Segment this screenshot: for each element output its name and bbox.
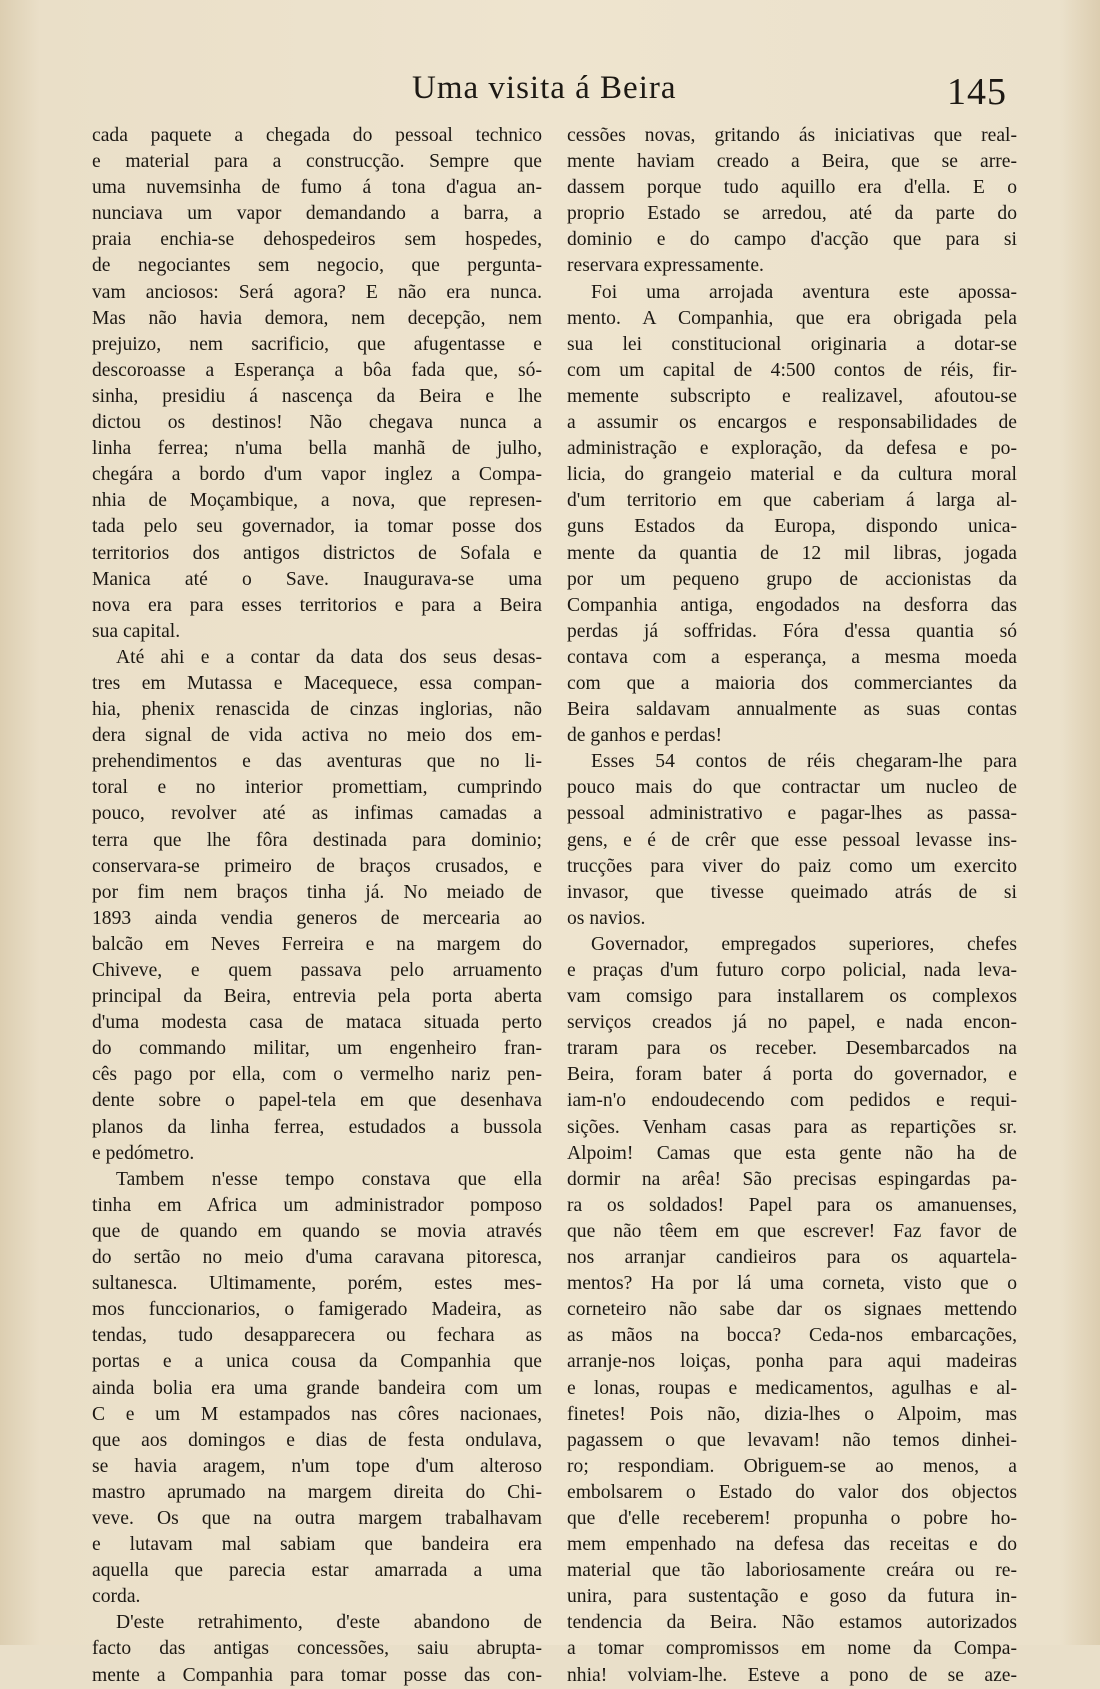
- text-line: sições. Venham casas para as repartições sr.: [567, 1116, 1017, 1138]
- text-line: licia, do grangeio material e da cultura moral: [567, 464, 1017, 486]
- text-line: mem empenhado na defesa das receitas e do: [567, 1534, 1017, 1556]
- text-line: embolsarem o Estado do valor dos objectos: [567, 1481, 1017, 1503]
- text-line: Beira saldavam annualmente as suas contas: [567, 699, 1017, 721]
- text-line: aquella que parecia estar amarrada a uma: [92, 1560, 542, 1582]
- text-line: cês pago por ella, com o vermelho nariz pen-: [92, 1064, 542, 1086]
- text-line: mente haviam creado a Beira, que se arre-: [567, 151, 1017, 173]
- text-line: conservara-se primeiro de braços crusados, e: [92, 855, 542, 877]
- text-line: Foi uma arrojada aventura este apossa-: [591, 281, 1017, 303]
- text-line: administração e exploração, da defesa e po-: [567, 438, 1017, 460]
- text-line: Mas não havia demora, nem decepção, nem: [92, 307, 542, 329]
- text-line: pouco mais do que contractar um nucleo de: [567, 777, 1017, 799]
- text-line: descoroasse a Esperança a bôa fada que, só-: [92, 359, 542, 381]
- text-line: guns Estados da Europa, dispondo unica-: [567, 516, 1017, 538]
- text-line: tendencia da Beira. Não estamos autorizados: [567, 1612, 1017, 1634]
- text-line: dominio e do campo d'acção que para si: [567, 229, 1017, 251]
- text-line: 1893 ainda vendia generos de mercearia ao: [92, 907, 542, 929]
- text-line: D'este retrahimento, d'este abandono de: [116, 1612, 542, 1634]
- text-line: d'uma modesta casa de mataca situada perto: [92, 1012, 542, 1034]
- text-column-right: [567, 123, 1017, 1689]
- text-line: nhia! volviam-lhe. Esteve a pono de se aze-: [567, 1664, 1017, 1686]
- text-line: ra os soldados! Papel para os amanuenses,: [567, 1194, 1017, 1216]
- text-line: nunciava um vapor demandando a barra, a: [92, 203, 542, 225]
- text-line: a assumir os encargos e responsabilidades de: [567, 412, 1017, 434]
- text-line: com um capital de 4:500 contos de réis, fir-: [567, 359, 1017, 381]
- text-line: Até ahi e a contar da data dos seus desas-: [116, 646, 542, 668]
- text-line: com que a maioria dos commerciantes da: [567, 672, 1017, 694]
- text-line: por fim nem braços tinha já. No meiado de: [92, 881, 542, 903]
- text-line: que aos domingos e dias de festa ondulava,: [92, 1429, 542, 1451]
- text-line: sua capital.: [92, 620, 181, 642]
- text-line: tinha em Africa um administrador pomposo: [92, 1194, 542, 1216]
- text-line: principal da Beira, entrevia pela porta aberta: [92, 986, 542, 1008]
- text-line: sultanesca. Ultimamente, porém, estes mes-: [92, 1273, 542, 1295]
- text-line: pessoal administrativo e pagar-lhes as passa-: [567, 803, 1017, 825]
- text-line: Manica até o Save. Inaugurava-se uma: [92, 568, 542, 590]
- text-line: territorios dos antigos districtos de Sofala e: [92, 542, 542, 564]
- text-line: balcão em Neves Ferreira e na margem do: [92, 933, 542, 955]
- text-line: reservara expressamente.: [567, 255, 764, 277]
- text-line: nos arranjar candieiros para os aquartela-: [567, 1247, 1017, 1269]
- text-line: hia, phenix renascida de cinzas inglorias, não: [92, 699, 542, 721]
- text-line: mente a Companhia para tomar posse das con-: [92, 1664, 542, 1686]
- text-line: vam anciosos: Será agora? E não era nunca.: [92, 281, 542, 303]
- text-line: Beira, foram bater á porta do governador, e: [567, 1064, 1017, 1086]
- text-line: perdas já soffridas. Fóra d'essa quantia só: [567, 620, 1017, 642]
- text-line: chegára a bordo d'um vapor inglez a Compa-: [92, 464, 542, 486]
- text-column-left: [92, 123, 542, 1689]
- text-line: sinha, presidiu á nascença da Beira e lhe: [92, 385, 542, 407]
- text-line: os navios.: [567, 907, 646, 929]
- text-line: dera signal de vida activa no meio dos em-: [92, 725, 542, 747]
- text-line: do sertão no meio d'uma caravana pitoresca,: [92, 1247, 542, 1269]
- text-line: de ganhos e perdas!: [567, 725, 723, 747]
- text-line: e praças d'um futuro corpo policial, nada leva-: [567, 960, 1017, 981]
- text-line: mentos? Ha por lá uma corneta, visto que o: [567, 1273, 1017, 1295]
- text-line: facto das antigas concessões, saiu abrupta-: [92, 1638, 542, 1660]
- text-line: prehendimentos e das aventuras que no li-: [92, 751, 542, 773]
- text-line: terra que lhe fôra destinada para dominio;: [92, 829, 542, 851]
- text-line: e pedómetro.: [92, 1142, 195, 1164]
- text-line: mento. A Companhia, que era obrigada pela: [567, 307, 1017, 329]
- text-line: invasor, que tivesse queimado atrás de si: [567, 881, 1017, 903]
- text-line: mastro aprumado na margem direita do Chi-: [92, 1481, 542, 1503]
- running-title: Uma visita á Beira: [412, 70, 677, 106]
- text-line: mos funccionarios, o famigerado Madeira, as: [92, 1299, 542, 1321]
- text-line: pagassem o que levavam! não temos dinhei-: [567, 1429, 1017, 1451]
- text-line: ainda bolia era uma grande bandeira com um: [92, 1377, 542, 1399]
- text-line: planos da linha ferrea, estudados a bussola: [92, 1116, 542, 1138]
- text-line: do commando militar, um engenheiro fran-: [92, 1038, 542, 1060]
- text-line: iam-n'o endoudecendo com pedidos e requi-: [567, 1090, 1017, 1112]
- page-number: 145: [947, 71, 1007, 113]
- text-line: ro; respondiam. Obriguem-se ao menos, a: [567, 1455, 1017, 1477]
- text-line: dente sobre o papel-tela em que desenhava: [92, 1090, 542, 1112]
- text-line: Esses 54 contos de réis chegaram-lhe para: [591, 751, 1017, 773]
- text-line: memente subscripto e realizavel, afoutou-se: [567, 385, 1017, 407]
- text-line: proprio Estado se arredou, até da parte do: [567, 203, 1017, 225]
- text-line: uma nuvemsinha de fumo á tona d'agua an-: [92, 177, 542, 199]
- text-line: veve. Os que na outra margem trabalhavam: [92, 1507, 542, 1529]
- text-line: prejuizo, nem sacrificio, que afugentasse e: [92, 333, 542, 355]
- text-line: que de quando em quando se movia através: [92, 1220, 542, 1242]
- text-line: dictou os destinos! Não chegava nunca a: [92, 412, 542, 434]
- text-line: e lutavam mal sabiam que bandeira era: [92, 1534, 542, 1556]
- text-line: as mãos na bocca? Ceda-nos embarcações,: [567, 1325, 1017, 1347]
- text-line: arranje-nos loiças, ponha para aqui madeiras: [567, 1351, 1017, 1373]
- text-line: sua lei constitucional originaria a dotar-se: [567, 333, 1017, 355]
- text-line: corda.: [92, 1586, 141, 1608]
- text-line: vam comsigo para installarem os complexos: [567, 986, 1017, 1008]
- text-line: Chiveve, e quem passava pelo arruamento: [92, 960, 542, 981]
- text-line: trucções para viver do paiz como um exercito: [567, 855, 1017, 877]
- text-line: e lonas, roupas e medicamentos, agulhas e al-: [567, 1377, 1017, 1399]
- text-line: mente da quantia de 12 mil libras, jogada: [567, 542, 1017, 564]
- text-line: corneteiro não sabe dar os signaes mettendo: [567, 1299, 1017, 1321]
- text-line: que não têem em que escrever! Faz favor de: [567, 1220, 1017, 1242]
- text-line: nova era para esses territorios e para a Beira: [92, 594, 542, 616]
- text-line: cada paquete a chegada do pessoal technico: [92, 125, 542, 146]
- text-line: tres em Mutassa e Macequece, essa compan-: [92, 672, 542, 694]
- text-line: e material para a construcção. Sempre que: [92, 151, 542, 173]
- text-line: dassem porque tudo aquillo era d'ella. E o: [567, 177, 1017, 199]
- text-line: praia enchia-se dehospedeiros sem hospedes,: [92, 229, 542, 251]
- text-line: tendas, tudo desapparecera ou fechara as: [92, 1325, 542, 1347]
- text-line: Governador, empregados superiores, chefes: [591, 933, 1017, 955]
- text-line: Alpoim! Camas que esta gente não ha de: [567, 1142, 1017, 1164]
- text-line: se havia aragem, n'um tope d'um alteroso: [92, 1455, 542, 1477]
- text-line: a tomar compromissos em nome da Compa-: [567, 1638, 1017, 1660]
- text-line: pouco, revolver até as infimas camadas a: [92, 803, 542, 825]
- text-line: cessões novas, gritando ás iniciativas que real-: [567, 125, 1017, 146]
- text-line: unira, para sustentação e goso da futura in-: [567, 1586, 1017, 1608]
- text-line: contava com a esperança, a mesma moeda: [567, 646, 1017, 668]
- text-line: de negociantes sem negocio, que pergunta-: [92, 255, 542, 277]
- text-line: toral e no interior promettiam, cumprindo: [92, 777, 542, 799]
- text-line: Tambem n'esse tempo constava que ella: [116, 1168, 542, 1190]
- text-line: nhia de Moçambique, a nova, que represen-: [92, 490, 542, 512]
- text-line: dormir na arêa! São precisas espingardas pa-: [567, 1168, 1017, 1190]
- text-line: que d'elle receberem! propunha o pobre ho-: [567, 1507, 1017, 1529]
- text-line: d'um territorio em que caberiam á larga al-: [567, 490, 1017, 512]
- text-line: portas e a unica cousa da Companhia que: [92, 1351, 542, 1373]
- text-line: por um pequeno grupo de accionistas da: [567, 568, 1017, 590]
- text-line: serviços creados já no papel, e nada encon-: [567, 1012, 1017, 1034]
- text-line: C e um M estampados nas côres nacionaes,: [92, 1403, 542, 1425]
- text-line: tada pelo seu governador, ia tomar posse dos: [92, 516, 542, 538]
- text-line: material que tão laboriosamente creára ou re-: [567, 1560, 1017, 1582]
- text-line: traram para os receber. Desembarcados na: [567, 1038, 1017, 1060]
- text-line: gens, e é de crêr que esse pessoal levasse ins-: [567, 829, 1017, 851]
- text-line: finetes! Pois não, dizia-lhes o Alpoim, mas: [567, 1403, 1017, 1425]
- text-line: Companhia antiga, engodados na desforra das: [567, 594, 1017, 616]
- text-line: linha ferrea; n'uma bella manhã de julho,: [92, 438, 542, 460]
